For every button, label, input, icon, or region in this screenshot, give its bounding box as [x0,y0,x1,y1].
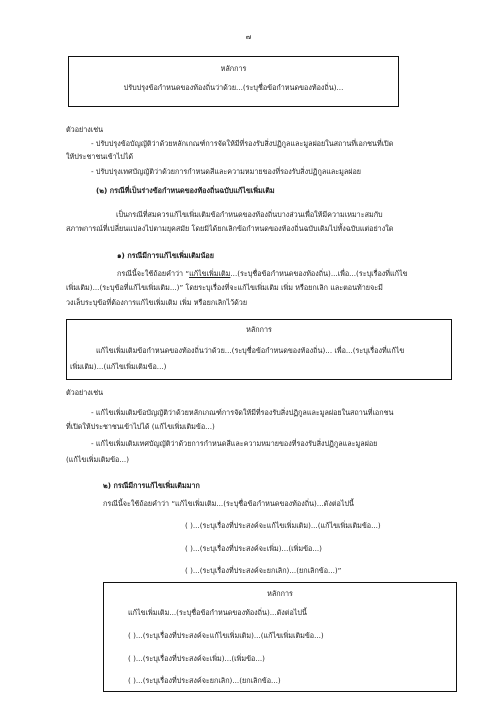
principle-box-1-title: หลักการ [220,64,247,73]
major-para-item-3: ( )...(ระบุเรื่องที่ประสงค์จะยกเลิก)...(ยกเลิกข้อ...)” [185,566,342,575]
principle-box-3-title: หลักการ [267,589,293,598]
minor-para-line-1 [117,268,408,279]
principle-box-3-line-1: แก้ไขเพิ่มเติม...(ระบุชื่อข้อกำหนดของท้องถิ่น)...ดังต่อไปนี้ [128,608,307,617]
major-para-line-1: กรณีนี้จะใช้ถ้อยคำว่า “แก้ไขเพิ่มเติม...(ระบุชื่อข้อกำหนดของท้องถิ่น)...ดังต่อไปนี้ [103,499,354,508]
subheading-major-amendment: ๒) กรณีมีการแก้ไขเพิ่มเติมมาก [103,481,200,490]
minor-para-post: ...(ระบุชื่อข้อกำหนดของท้องถิ่น)...เพื่อ...(ระบุเรื่องที่แก้ไข [230,269,408,278]
minor-para-line-2: เพิ่มเติม)...(ระบุข้อที่แก้ไขเพิ่มเติม...)” โดยระบุเรื่องที่จะแก้ไขเพิ่มเติม เพิ่ม หรือยกเลิก และตอนท้ายจะมี [66,283,383,292]
example-1-line-1: - ปรับปรุงข้อบัญญัติว่าด้วยหลักเกณฑ์การจัดให้มีที่รองรับสิ่งปฏิกูลและมูลฝอยในสถานที่เอกชนที่เปิด [91,139,394,148]
example-label-1: ตัวอย่างเช่น [66,125,104,134]
page-number: ๗ [245,32,252,41]
example-2-line-2: ที่เปิดให้ประชาชนเข้าไปได้ (แก้ไขเพิ่มเติมข้อ...) [66,422,215,431]
minor-para-line-3: วงเล็บระบุข้อที่ต้องการแก้ไขเพิ่มเติม เพิ่ม หรือยกเลิกไว้ด้วย [66,298,248,307]
paragraph-2-line-1: เป็นกรณีที่สมควรแก้ไขเพิ่มเติมข้อกำหนดของท้องถิ่นบางส่วนเพื่อให้มีความเหมาะสมกับ [116,210,383,219]
major-para-item-1: ( )...(ระบุเรื่องที่ประสงค์จะแก้ไขเพิ่มเติม)...(แก้ไขเพิ่มเติมข้อ...) [185,521,381,530]
principle-box-3-item-1: ( )...(ระบุเรื่องที่ประสงค์จะแก้ไขเพิ่มเติม)...(แก้ไขเพิ่มเติมข้อ...) [128,631,324,640]
example-2-line-4: (แก้ไขเพิ่มเติมข้อ...) [66,455,129,464]
paragraph-2-line-2: สภาพการณ์ที่เปลี่ยนแปลงไปตามยุคสมัย โดยมิได้ยกเลิกข้อกำหนดของท้องถิ่นฉบับเดิมไปทั้งฉบับแต่อย่างใด [66,224,394,233]
subheading-minor-amendment: ๑) กรณีมีการแก้ไขเพิ่มเติมน้อย [117,251,214,260]
example-1-line-2: ให้ประชาชนเข้าไปได้ [66,152,134,161]
principle-box-2-title: หลักการ [246,325,272,334]
principle-box-2-line-2: เพิ่มเติม)...(แก้ไขเพิ่มเติมข้อ...) [70,362,167,371]
major-para-item-2: ( )...(ระบุเรื่องที่ประสงค์จะเพิ่ม)...(เพิ่มข้อ...) [185,544,322,553]
example-label-2: ตัวอย่างเช่น [66,388,104,397]
principle-box-3-item-3: ( )...(ระบุเรื่องที่ประสงค์จะยกเลิก)...(ยกเลิกข้อ...) [128,676,281,685]
example-2-line-3: - แก้ไขเพิ่มเติมเทศบัญญัติว่าด้วยการกำหนดสีและความหมายของที่รองรับสิ่งปฏิกูลและมูลฝอย [91,439,378,448]
minor-para-underlined: แก้ไขเพิ่มเติม [189,269,231,278]
principle-box-2-line-1: แก้ไขเพิ่มเติมข้อกำหนดของท้องถิ่นว่าด้วย...(ระบุชื่อข้อกำหนดของท้องถิ่น)... เพื่อ...(ระบุเรื่องที่แก้ไข [96,346,405,355]
example-2-line-1: - แก้ไขเพิ่มเติมข้อบัญญัติว่าด้วยหลักเกณฑ์การจัดให้มีที่รองรับสิ่งปฏิกูลและมูลฝอยในสถานที่เอกชน [91,408,394,417]
minor-para-pre: กรณีนี้จะใช้ถ้อยคำว่า “ [117,269,190,278]
section-heading-2: (๒) กรณีที่เป็นร่างข้อกำหนดของท้องถิ่นฉบับแก้ไขเพิ่มเติม [96,186,275,195]
example-1-line-3: - ปรับปรุงเทศบัญญัติว่าด้วยการกำหนดสีและความหมายของที่รองรับสิ่งปฏิกูลและมูลฝอย [91,167,362,176]
principle-box-1-text: ปรับปรุงข้อกำหนดของท้องถิ่นว่าด้วย...(ระบุชื่อข้อกำหนดของท้องถิ่น)... [123,83,344,92]
principle-box-3-item-2: ( )...(ระบุเรื่องที่ประสงค์จะเพิ่ม)...(เพิ่มข้อ...) [128,654,265,663]
